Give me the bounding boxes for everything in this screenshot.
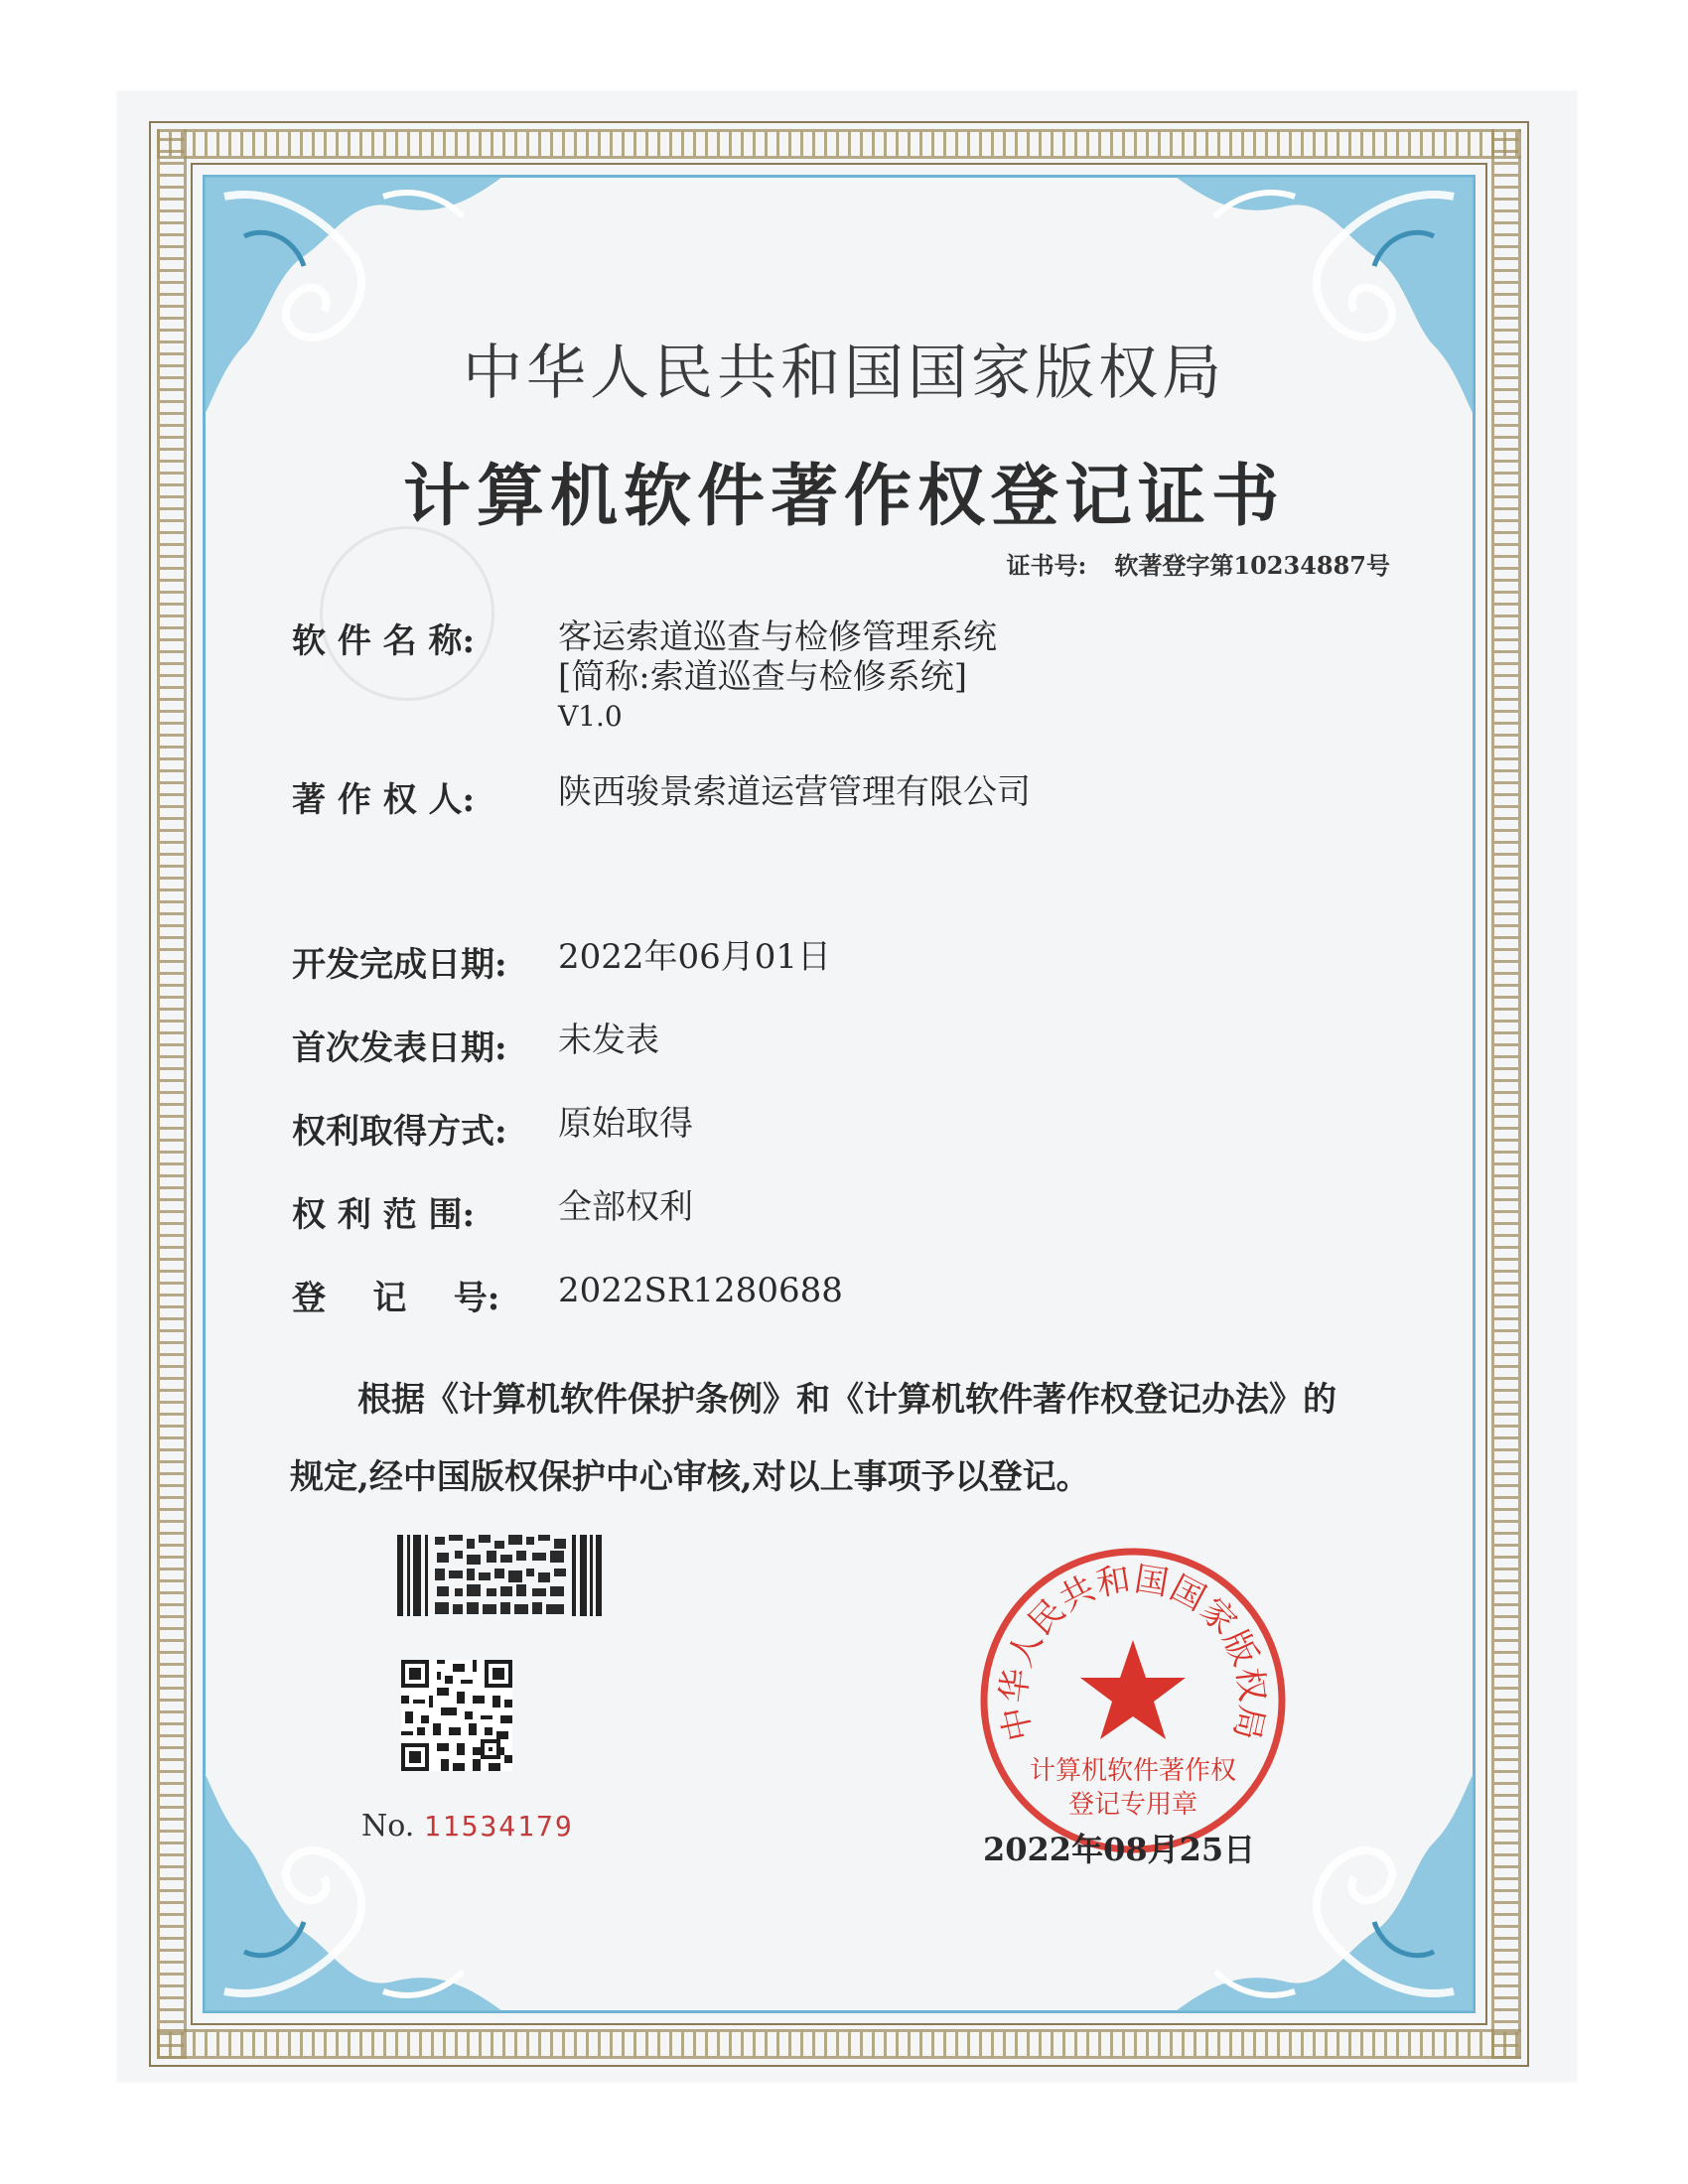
copyright-owner-value: 陕西骏景索道运营管理有限公司 xyxy=(558,772,1031,812)
registration-no-value: 2022SR1280688 xyxy=(558,1271,843,1310)
seal-inner-line1: 计算机软件著作权 xyxy=(1029,1756,1237,1786)
certificate-number xyxy=(1007,546,1390,581)
issuer-title: 中华人民共和国国家版权局 xyxy=(463,339,1225,408)
seal-outer-text: 中华人民共和国国家版权局 xyxy=(993,1559,1273,1745)
first-publish-date-label: 首次发表日期: xyxy=(292,1028,507,1068)
completion-date-label: 开发完成日期: xyxy=(292,945,507,985)
registration-no-label: 登 记 号: xyxy=(292,1279,500,1318)
first-publish-date-value: 未发表 xyxy=(558,1021,659,1060)
statement-line1: 根据《计算机软件保护条例》和《计算机软件著作权登记办法》的 xyxy=(357,1380,1336,1420)
software-name-line2: [简称:索道巡查与检修系统] xyxy=(558,657,967,697)
software-name-label: 软 件 名 称: xyxy=(292,621,476,661)
official-seal xyxy=(977,1545,1289,1856)
seal-inner-line2: 登记专用章 xyxy=(1067,1790,1198,1820)
completion-date-value: 2022年06月01日 xyxy=(558,937,832,977)
serial-number-label: No. xyxy=(361,1809,415,1843)
rights-scope-value: 全部权利 xyxy=(558,1187,693,1227)
serial-number-value: 11534179 xyxy=(423,1810,574,1843)
issue-date: 2022年08月25日 xyxy=(983,1831,1256,1868)
meander-border-bottom xyxy=(157,2029,1521,2059)
seal-star-icon xyxy=(1080,1640,1186,1739)
rights-acquisition-label: 权利取得方式: xyxy=(292,1112,507,1152)
certificate-number-label: 证书号: xyxy=(1006,551,1087,580)
barcode xyxy=(397,1535,604,1616)
copyright-owner-label: 著 作 权 人: xyxy=(292,780,476,820)
meander-border-left xyxy=(157,129,187,2059)
software-version: V1.0 xyxy=(558,700,623,733)
certificate-title: 计算机软件著作权登记证书 xyxy=(402,457,1285,536)
rights-acquisition-value: 原始取得 xyxy=(558,1104,693,1144)
meander-border-right xyxy=(1491,129,1521,2059)
qr-code xyxy=(401,1660,512,1771)
software-name-line1: 客运索道巡查与检修管理系统 xyxy=(558,617,997,657)
certificate-number-value: 软著登字第10234887号 xyxy=(1114,551,1390,580)
serial-number xyxy=(361,1809,574,1843)
rights-scope-label: 权 利 范 围: xyxy=(292,1195,476,1235)
statement-line2: 规定,经中国版权保护中心审核,对以上事项予以登记。 xyxy=(290,1457,1090,1497)
meander-border-top xyxy=(157,129,1521,159)
